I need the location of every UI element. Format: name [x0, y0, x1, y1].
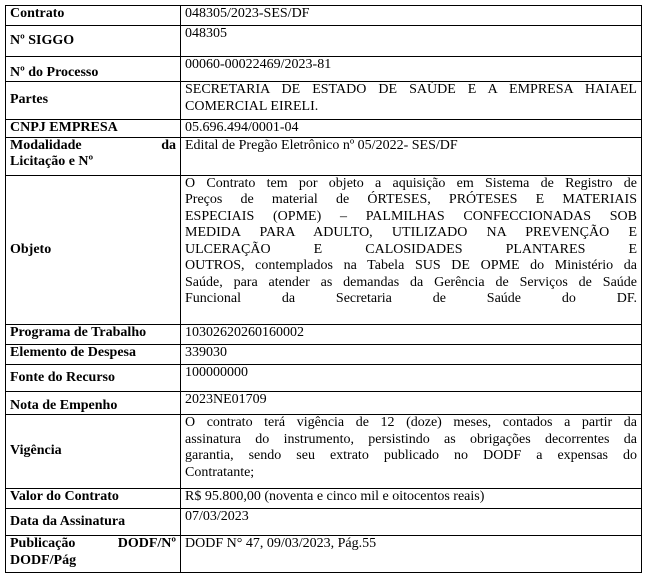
modalidade-label-line-1: Modalidade da [10, 137, 176, 153]
value-cnpj: 05.696.494/0001-04 [181, 120, 642, 138]
publicacao-label-line-1: Publicação DODF/Nº [10, 536, 176, 551]
row-cnpj [6, 120, 642, 138]
label-modalidade [6, 137, 181, 175]
label-data: Data da Assinatura [6, 509, 181, 536]
label-cnpj: CNPJ EMPRESA [6, 120, 181, 138]
value-objeto [181, 175, 642, 325]
objeto-line-3: ESPECIAIS (OPME) – PALMILHAS CONFECCIONADAS SOB [185, 208, 637, 224]
publicacao-label-line-2: DODF/Pág [10, 552, 77, 568]
label-siggo: Nº SIGGO [6, 26, 181, 57]
label-vigencia: Vigência [6, 415, 181, 489]
objeto-line-5: ULCERAÇÃO E CALOSIDADES PLANTARES E [185, 241, 637, 257]
row-modalidade [6, 137, 642, 175]
label-objeto: Objeto [6, 175, 181, 325]
objeto-line-9 [185, 308, 637, 325]
label-contrato: Contrato [6, 6, 181, 26]
objeto-line-8: Funcional da Secretaria de Saúde do DF. [185, 291, 637, 306]
label-elemento: Elemento de Despesa [6, 345, 181, 365]
row-fonte [6, 365, 642, 392]
row-vigencia [6, 415, 642, 489]
vigencia-line-2: assinatura do instrumento, persistindo as obrigações decorrentes da [185, 431, 637, 447]
row-processo [6, 57, 642, 82]
value-partes [181, 82, 642, 120]
value-valor: R$ 95.800,00 (noventa e cinco mil e oitocentos reais) [181, 489, 642, 509]
objeto-line-6: OUTROS, contemplados na Tabela SUS DE OPME do Ministério da [185, 258, 637, 273]
partes-line-1: SECRETARIA DE ESTADO DE SAÚDE E A EMPRESA HAIAEL [185, 82, 637, 97]
value-publicacao: DODF N° 47, 09/03/2023, Pág.55 [181, 536, 642, 573]
value-elemento: 339030 [181, 345, 642, 365]
row-siggo [6, 26, 642, 57]
value-siggo: 048305 [181, 26, 642, 57]
vigencia-line-3: garantia, sendo seu extrato publicado no DODF a expensas do [185, 448, 637, 463]
label-fonte: Fonte do Recurso [6, 365, 181, 392]
row-contrato [6, 6, 642, 26]
modalidade-label-line-2: Licitação e Nº [10, 154, 94, 169]
value-fonte: 100000000 [181, 365, 642, 392]
partes-line-2: COMERCIAL EIRELI. [185, 98, 319, 114]
value-processo: 00060-00022469/2023-81 [181, 57, 642, 82]
row-valor [6, 489, 642, 509]
label-empenho: Nota de Empenho [6, 392, 181, 415]
objeto-line-4: MEDIDA PARA ADULTO, UTILIZADO NA PREVENÇÃO E [185, 225, 637, 240]
objeto-line-2: Preços de material de ÓRTESES, PRÓTESES E MATERIAIS [185, 192, 637, 207]
row-publicacao [6, 536, 642, 573]
row-elemento [6, 345, 642, 365]
label-publicacao [6, 536, 181, 573]
value-data: 07/03/2023 [181, 509, 642, 536]
row-empenho [6, 392, 642, 415]
label-processo: Nº do Processo [6, 57, 181, 82]
row-programa [6, 325, 642, 345]
row-partes [6, 82, 642, 120]
row-data [6, 509, 642, 536]
value-programa: 10302620260160002 [181, 325, 642, 345]
value-empenho: 2023NE01709 [181, 392, 642, 415]
objeto-line-7: Saúde, para atender as demandas da Gerência de Serviços de Saúde [185, 274, 637, 290]
label-programa: Programa de Trabalho [6, 325, 181, 345]
vigencia-line-1: O contrato terá vigência de 12 (doze) meses, contados a partir da [185, 415, 637, 430]
row-objeto [6, 175, 642, 325]
value-vigencia [181, 415, 642, 489]
value-contrato: 048305/2023-SES/DF [181, 6, 642, 26]
label-partes: Partes [6, 82, 181, 120]
objeto-line-1: O Contrato tem por objeto a aquisição em Sistema de Registro de [185, 175, 637, 191]
vigencia-line-4: Contratante; [185, 464, 255, 480]
value-modalidade: Edital de Pregão Eletrônico nº 05/2022- SES/DF [181, 137, 642, 175]
contract-summary-table [5, 5, 642, 573]
label-valor: Valor do Contrato [6, 489, 181, 509]
